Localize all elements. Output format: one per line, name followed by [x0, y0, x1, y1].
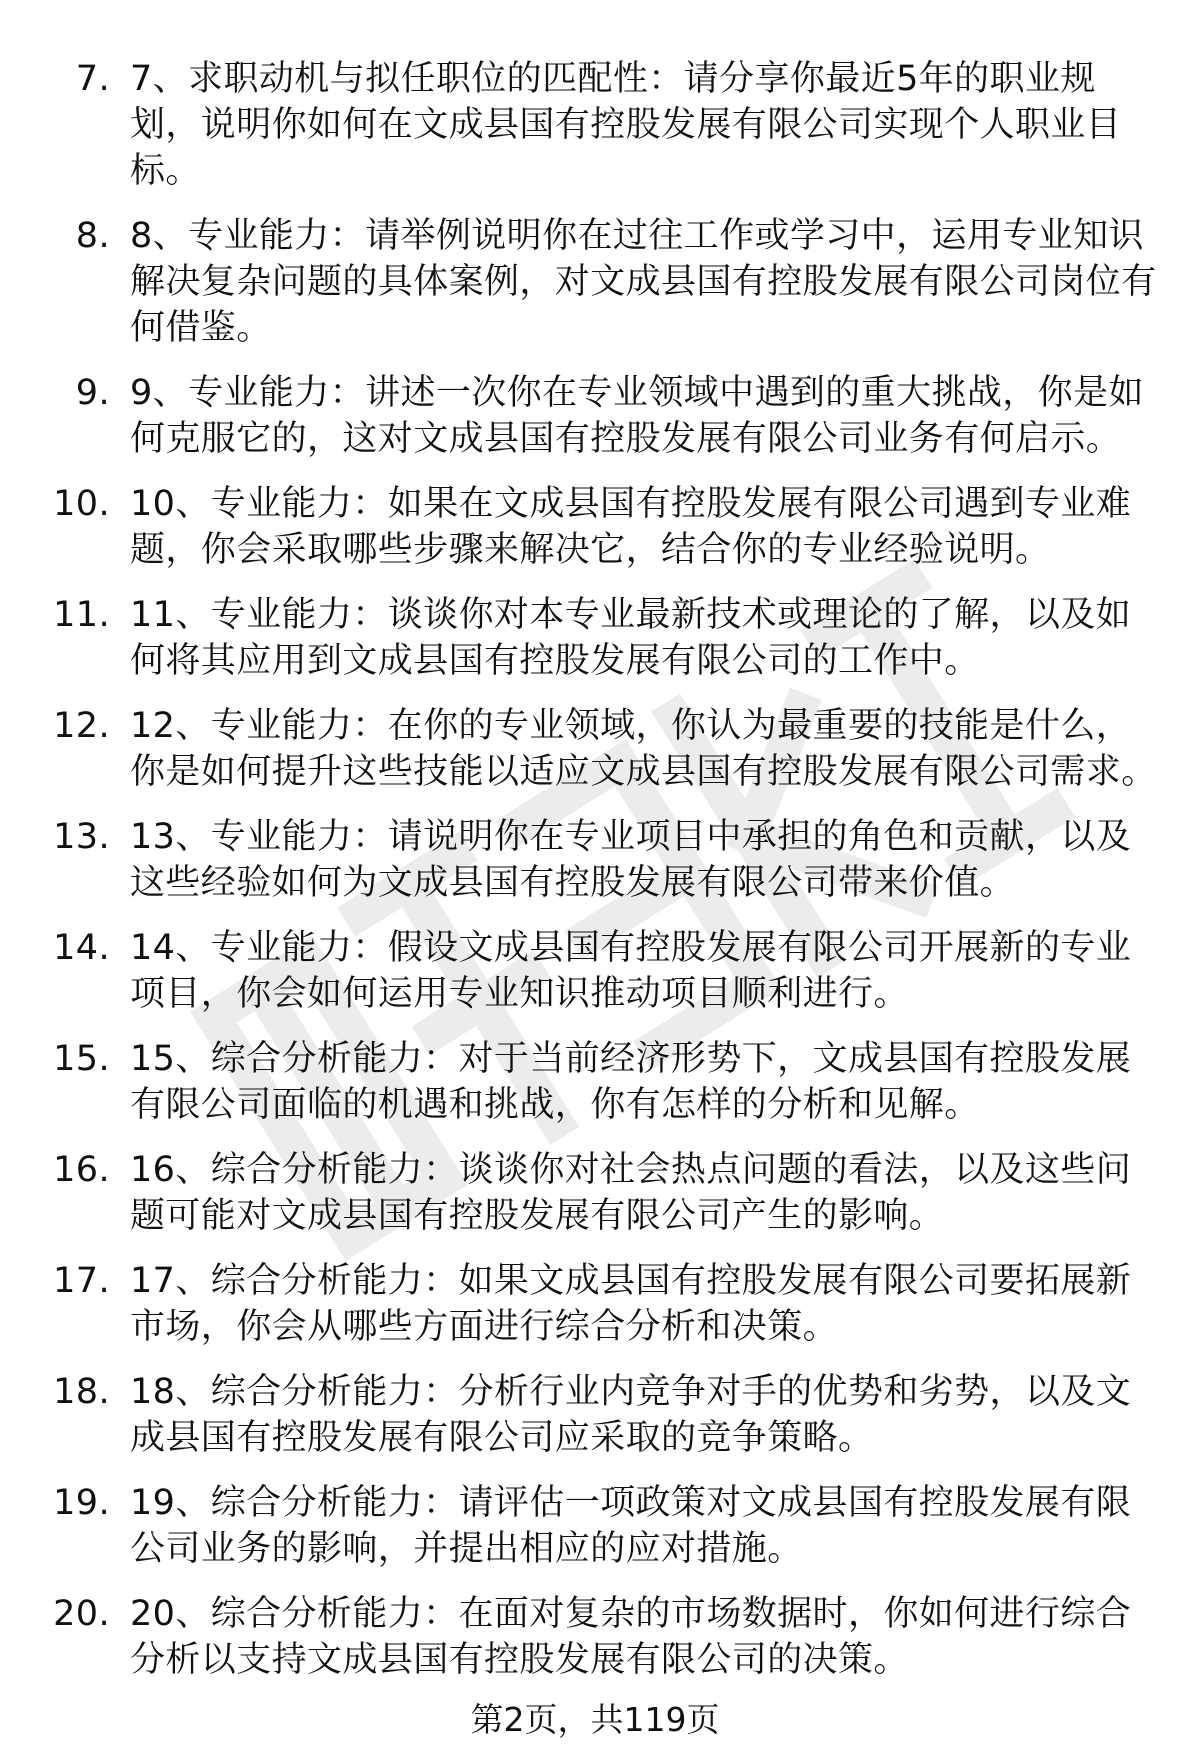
- list-item: [0, 1369, 1190, 1461]
- list-item: [0, 213, 1190, 351]
- list-item: [0, 1258, 1190, 1350]
- list-item: [0, 592, 1190, 684]
- question-list: [0, 56, 1190, 1702]
- item-text: 12、专业能力：在你的专业领域，你认为最重要的技能是什么，你是如何提升这些技能以适应文成县国有控股发展有限公司需求。: [130, 706, 1157, 792]
- list-item: [0, 703, 1190, 795]
- item-text: 7、求职动机与拟任职位的匹配性：请分享你最近5年的职业规划，说明你如何在文成县国有控股发展有限公司实现个人职业目标。: [130, 59, 1122, 191]
- item-text: 8、专业能力：请举例说明你在过往工作或学习中，运用专业知识解决复杂问题的具体案例，对文成县国有控股发展有限公司岗位有何借鉴。: [130, 216, 1157, 348]
- list-item: [0, 1480, 1190, 1572]
- item-text: 11、专业能力：谈谈你对本专业最新技术或理论的了解，以及如何将其应用到文成县国有控股发展有限公司的工作中。: [130, 595, 1132, 681]
- list-item: [0, 925, 1190, 1017]
- item-number: 9.: [75, 373, 110, 413]
- list-item: [0, 481, 1190, 573]
- item-number: 14.: [53, 928, 110, 968]
- item-number: 13.: [53, 817, 110, 857]
- item-text: 20、综合分析能力：在面对复杂的市场数据时，你如何进行综合分析以支持文成县国有控股发展有限公司的决策。: [130, 1594, 1132, 1680]
- item-number: 18.: [53, 1372, 110, 1412]
- list-item: [0, 1147, 1190, 1239]
- list-item: [0, 1036, 1190, 1128]
- item-text: 19、综合分析能力：请评估一项政策对文成县国有控股发展有限公司业务的影响，并提出相应的应对措施。: [130, 1483, 1132, 1569]
- list-item: [0, 1591, 1190, 1683]
- list-item: [0, 56, 1190, 194]
- list-item: [0, 370, 1190, 462]
- item-number: 8.: [75, 216, 110, 256]
- item-number: 12.: [53, 706, 110, 746]
- item-text: 15、综合分析能力：对于当前经济形势下，文成县国有控股发展有限公司面临的机遇和挑战，你有怎样的分析和见解。: [130, 1039, 1132, 1125]
- item-text: 13、专业能力：请说明你在专业项目中承担的角色和贡献，以及这些经验如何为文成县国有控股发展有限公司带来价值。: [130, 817, 1132, 903]
- item-number: 10.: [53, 484, 110, 524]
- item-number: 15.: [53, 1039, 110, 1079]
- item-number: 7.: [75, 59, 110, 99]
- item-number: 19.: [53, 1483, 110, 1523]
- item-number: 16.: [53, 1150, 110, 1190]
- item-number: 20.: [53, 1594, 110, 1634]
- page-number: 第2页，共119页: [470, 1700, 720, 1739]
- item-text: 16、综合分析能力：谈谈你对社会热点问题的看法，以及这些问题可能对文成县国有控股发展有限公司产生的影响。: [130, 1150, 1132, 1236]
- list-item: [0, 814, 1190, 906]
- item-number: 17.: [53, 1261, 110, 1301]
- item-text: 10、专业能力：如果在文成县国有控股发展有限公司遇到专业难题，你会采取哪些步骤来解决它，结合你的专业经验说明。: [130, 484, 1132, 570]
- item-text: 9、专业能力：讲述一次你在专业领域中遇到的重大挑战，你是如何克服它的，这对文成县国有控股发展有限公司业务有何启示。: [130, 373, 1144, 459]
- item-text: 18、综合分析能力：分析行业内竞争对手的优势和劣势，以及文成县国有控股发展有限公司应采取的竞争策略。: [130, 1372, 1132, 1458]
- item-text: 14、专业能力：假设文成县国有控股发展有限公司开展新的专业项目，你会如何运用专业知识推动项目顺利进行。: [130, 928, 1132, 1014]
- item-number: 11.: [53, 595, 110, 635]
- item-text: 17、综合分析能力：如果文成县国有控股发展有限公司要拓展新市场，你会从哪些方面进行综合分析和决策。: [130, 1261, 1132, 1347]
